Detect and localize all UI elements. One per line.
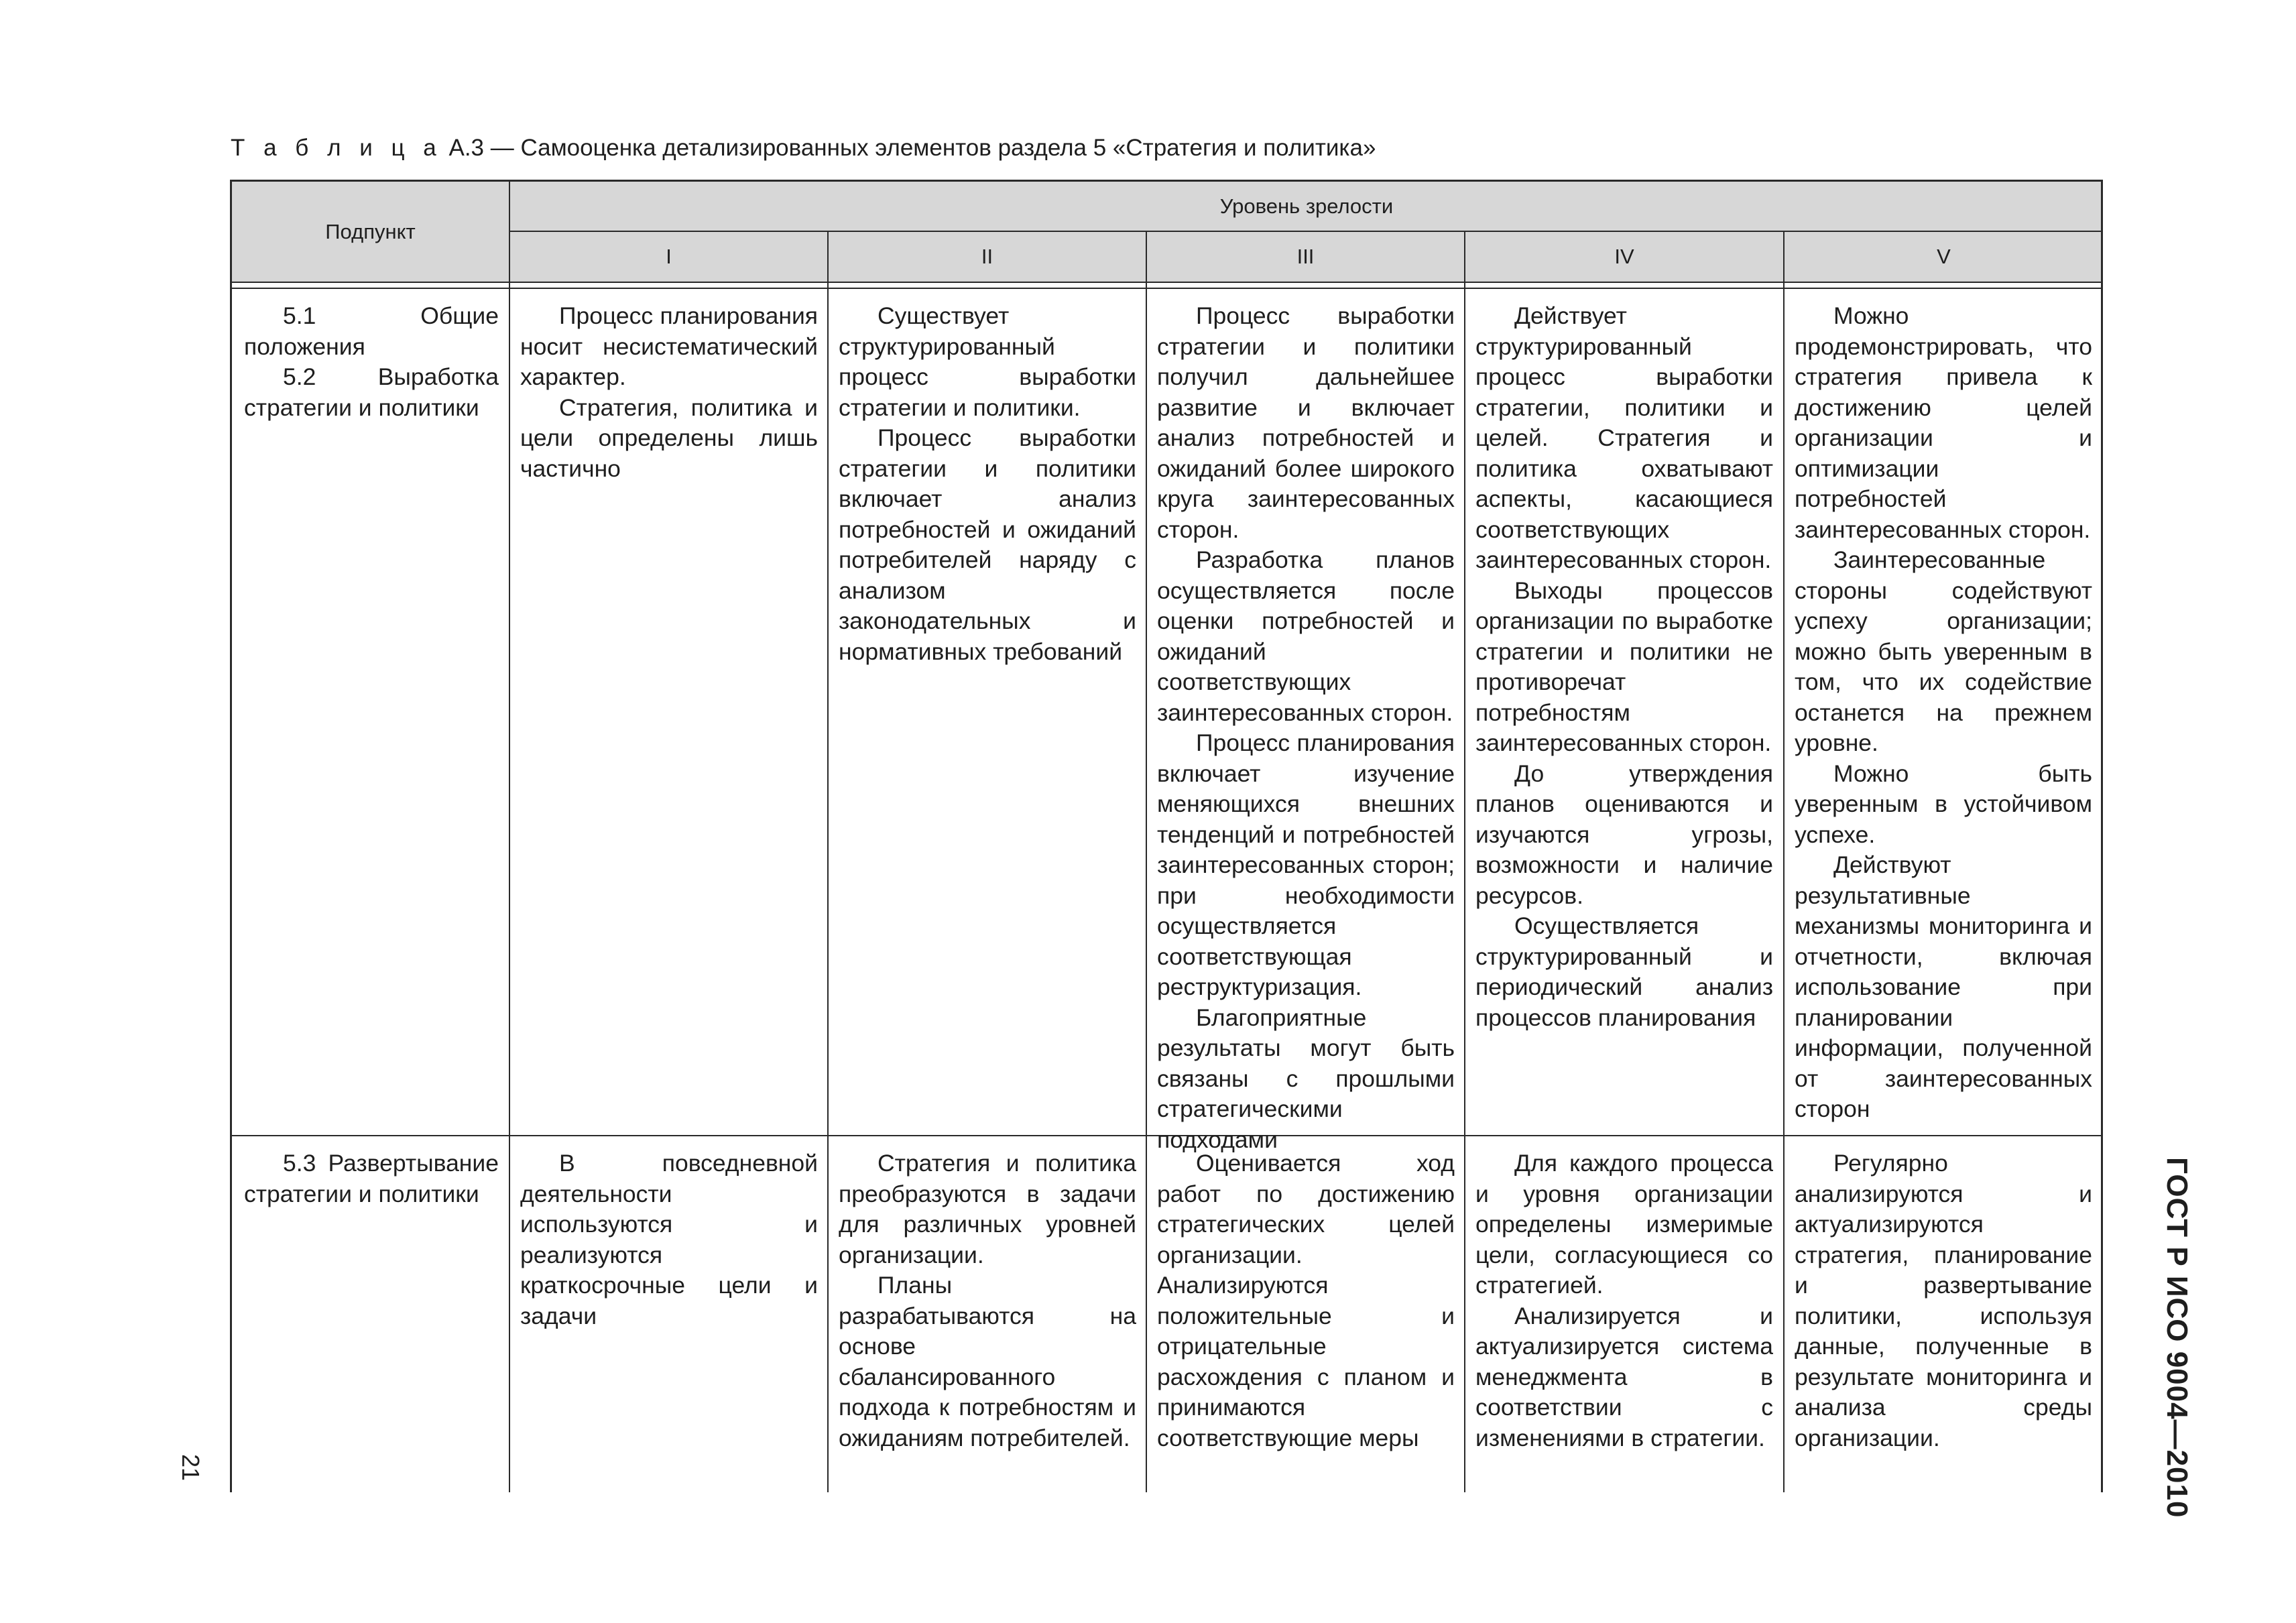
row-2-level-2 (839, 1148, 1136, 1453)
header-rule (232, 282, 2101, 283)
cell-paragraph: Регулярно анализируются и актуализируются стратегия, планирование и развертывание политики, используя данные, полученные в результате мониторинга и анализа среды организации. (1795, 1150, 2092, 1451)
row-1-level-1 (520, 301, 818, 484)
cell-paragraph: Можно продемонстрировать, что стратегия привела к достижению целей организации и оптимизации потребностей заинтересованных сторон. (1795, 302, 2092, 543)
table-caption-text: А.3 — Самооценка детализированных элементов раздела 5 «Стратегия и политика» (448, 135, 1376, 161)
column-rule (1146, 231, 1147, 1492)
column-rule (827, 231, 829, 1492)
row-1-level-5 (1795, 301, 2092, 1125)
cell-paragraph: Процесс планирования носит несистематический характер. (520, 302, 818, 390)
self-assessment-table (230, 180, 2103, 1492)
cell-paragraph: Существует структурированный процесс выработки стратегии и политики. (839, 302, 1136, 421)
table-caption (231, 133, 1376, 164)
header-subclause: Подпункт (325, 219, 416, 243)
header-level-1: I (666, 245, 672, 268)
header-rule (232, 288, 2101, 289)
cell-paragraph: Процесс выработки стратегии и политики включает анализ потребностей и ожиданий потребителей наряду с анализом законодательных и нормативных требований (839, 424, 1136, 665)
header-level-2: II (981, 245, 993, 268)
cell-paragraph: Процесс планирования включает изучение меняющихся внешних тенденций и потребностей заинтересованных сторон; при необходимости осуществляется соответствующая реструктуризация. (1157, 729, 1455, 1000)
cell-paragraph: Выходы процессов организации по выработке стратегии и политики не противоречат потребностям заинтересованных сторон. (1475, 577, 1773, 756)
cell-paragraph: Планы разрабатываются на основе сбалансированного подхода к потребностям и ожиданиям потребителей. (839, 1272, 1136, 1451)
cell-paragraph: Стратегия, политика и цели определены лишь частично (520, 394, 818, 482)
column-rule (1464, 231, 1465, 1492)
row-2-level-1 (520, 1148, 818, 1331)
cell-paragraph: До утверждения планов оцениваются и изучаются угрозы, возможности и наличие ресурсов. (1475, 760, 1773, 909)
cell-paragraph: Можно быть уверенным в устойчивом успехе. (1795, 760, 2092, 848)
header-maturity-level: Уровень зрелости (1219, 194, 1394, 218)
header-level-5: V (1937, 245, 1951, 268)
row-1-subclause (244, 301, 499, 423)
standard-designation: ГОСТ Р ИСО 9004—2010 (2161, 1157, 2193, 1518)
row-1-level-3 (1157, 301, 1455, 1155)
cell-paragraph: Оценивается ход работ по достижению стратегических целей организации. Анализируются положительные и отрицательные расхождения с планом и принимаются соответствующие меры (1157, 1150, 1455, 1451)
row-2-subclause (244, 1148, 499, 1209)
column-rule (1783, 231, 1785, 1492)
row-1-level-4 (1475, 301, 1773, 1033)
cell-paragraph: Стратегия и политика преобразуются в задачи для различных уровней организации. (839, 1150, 1136, 1268)
row-2-level-5 (1795, 1148, 2092, 1453)
cell-paragraph: Для каждого процесса и уровня организации определены измеримые цели, согласующиеся со стратегией. (1475, 1150, 1773, 1299)
row-2-level-3 (1157, 1148, 1455, 1453)
subclause-item: 5.2 Выработка стратегии и политики (244, 363, 499, 421)
page-number: 21 (177, 1453, 205, 1482)
cell-paragraph: Действует структурированный процесс выработки стратегии, политики и целей. Стратегия и политика охватывают аспекты, касающиеся соответствующих заинтересованных сторон. (1475, 302, 1773, 573)
cell-paragraph: Действуют результативные механизмы мониторинга и отчетности, включая использование при планировании информации, полученной от заинтересованных сторон (1795, 851, 2092, 1122)
cell-paragraph: Осуществляется структурированный и периодический анализ процессов планирования (1475, 912, 1773, 1031)
header-level-3: III (1296, 245, 1315, 268)
row-1-level-2 (839, 301, 1136, 667)
cell-paragraph: Процесс выработки стратегии и политики получил дальнейшее развитие и включает анализ потребностей и ожиданий более широкого круга заинтересованных сторон. (1157, 302, 1455, 543)
header-level-4: IV (1614, 245, 1634, 268)
cell-paragraph: Благоприятные результаты могут быть связаны с прошлыми стратегическими подходами (1157, 1004, 1455, 1153)
table-caption-label: Т а б л и ц а (231, 135, 442, 161)
subclause-item: 5.1 Общие положения (244, 302, 499, 360)
subclause-item: 5.3 Развертывание стратегии и политики (244, 1150, 499, 1207)
row-2-level-4 (1475, 1148, 1773, 1453)
cell-paragraph: Заинтересованные стороны содействуют успеху организации; можно быть уверенным в том, что их содействие останется на прежнем уровне. (1795, 546, 2092, 756)
cell-paragraph: В повседневной деятельности используются и реализуются краткосрочные цели и задачи (520, 1150, 818, 1329)
column-rule (509, 182, 510, 1492)
cell-paragraph: Анализируется и актуализируется система менеджмента в соответствии с изменениями в стратегии. (1475, 1302, 1773, 1451)
cell-paragraph: Разработка планов осуществляется после оценки потребностей и ожиданий соответствующих заинтересованных сторон. (1157, 546, 1455, 726)
